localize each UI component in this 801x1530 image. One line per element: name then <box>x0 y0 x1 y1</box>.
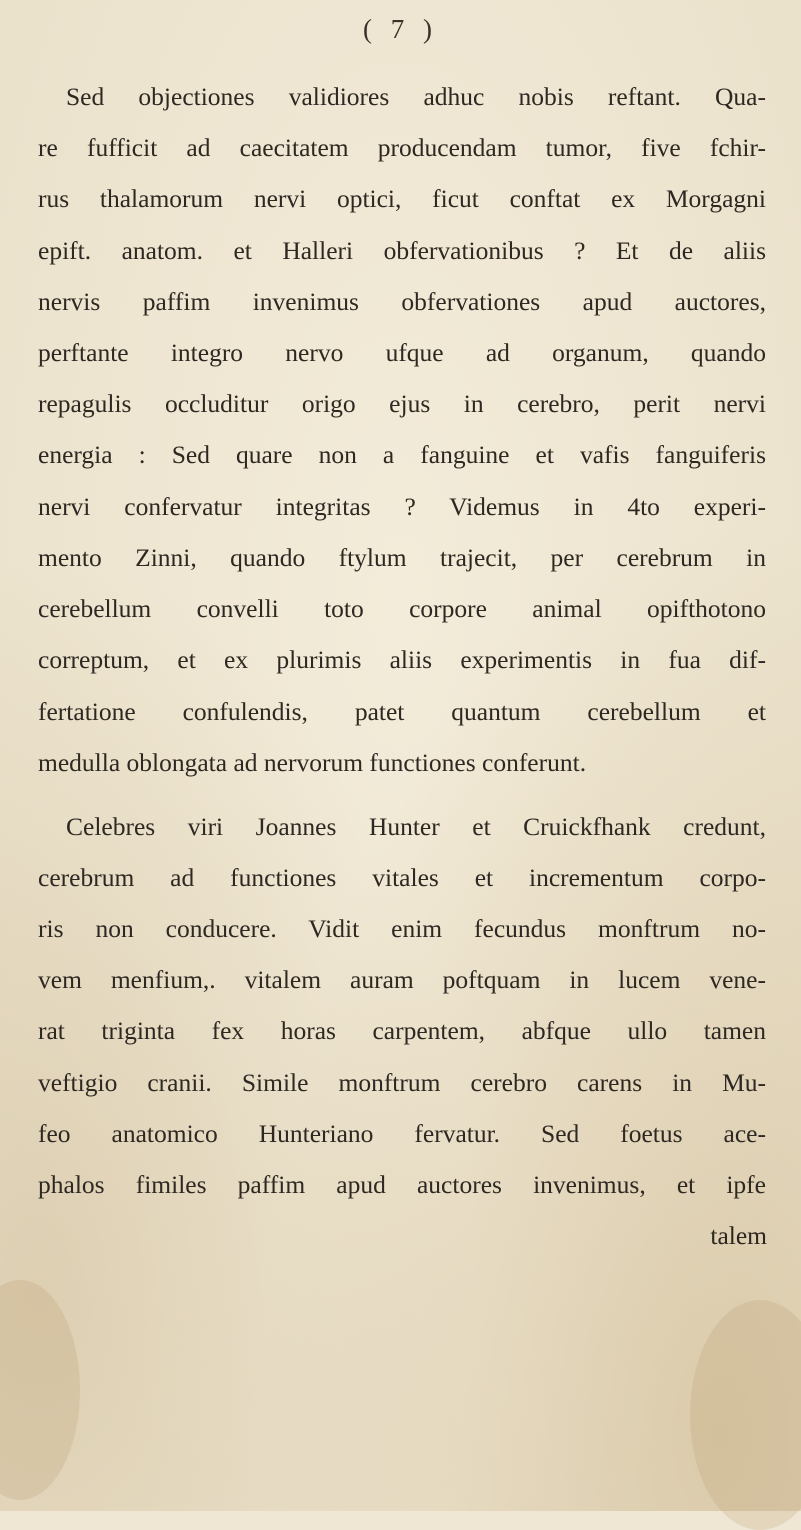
text-line: vem menfium,. vitalem auram poftquam in lucem vene- <box>38 965 766 994</box>
text-line: phalos fimiles paffim apud auctores invenimus, et ipfe <box>38 1170 766 1199</box>
text-line: medulla oblongata ad nervorum functiones conferunt. <box>38 748 587 777</box>
text-line: ris non conducere. Vidit enim fecundus monftrum no- <box>38 914 766 943</box>
text-line: repagulis occluditur origo ejus in cerebro, perit nervi <box>38 389 766 418</box>
text-line: correptum, et ex plurimis aliis experimentis in fua dif- <box>38 645 766 674</box>
text-line: cerebellum convelli toto corpore animal opifthotono <box>38 594 766 623</box>
text-line: feo anatomico Hunteriano fervatur. Sed foetus ace- <box>38 1119 766 1148</box>
text-line: cerebrum ad functiones vitales et incrementum corpo- <box>38 863 766 892</box>
text-line: nervis paffim invenimus obfervationes apud auctores, <box>38 287 766 316</box>
text-line: epift. anatom. et Halleri obfervationibus ? Et de aliis <box>38 236 766 265</box>
text-line: fertatione confulendis, patet quantum cerebellum et <box>38 697 766 726</box>
text-line: re fufficit ad caecitatem producendam tumor, five fchir- <box>38 133 766 162</box>
page-number-header: ( 7 ) <box>363 14 438 44</box>
text-line: nervi confervatur integritas ? Videmus in 4to experi- <box>38 492 766 521</box>
text-line: mento Zinni, quando ftylum trajecit, per cerebrum in <box>38 543 766 572</box>
text-line: veftigio cranii. Simile monftrum cerebro carens in Mu- <box>38 1068 766 1097</box>
text-line: perftante integro nervo ufque ad organum, quando <box>38 338 766 367</box>
text-line: rat triginta fex horas carpentem, abfque ullo tamen <box>38 1016 766 1045</box>
text-line: rus thalamorum nervi optici, ficut conftat ex Morgagni <box>38 184 766 213</box>
catchword: talem <box>710 1221 767 1250</box>
text-line: Sed objectiones validiores adhuc nobis reftant. Qua- <box>66 82 766 111</box>
text-line: energia : Sed quare non a fanguine et vafis fanguiferis <box>38 440 766 469</box>
text-line: Celebres viri Joannes Hunter et Cruickfhank credunt, <box>66 812 766 841</box>
